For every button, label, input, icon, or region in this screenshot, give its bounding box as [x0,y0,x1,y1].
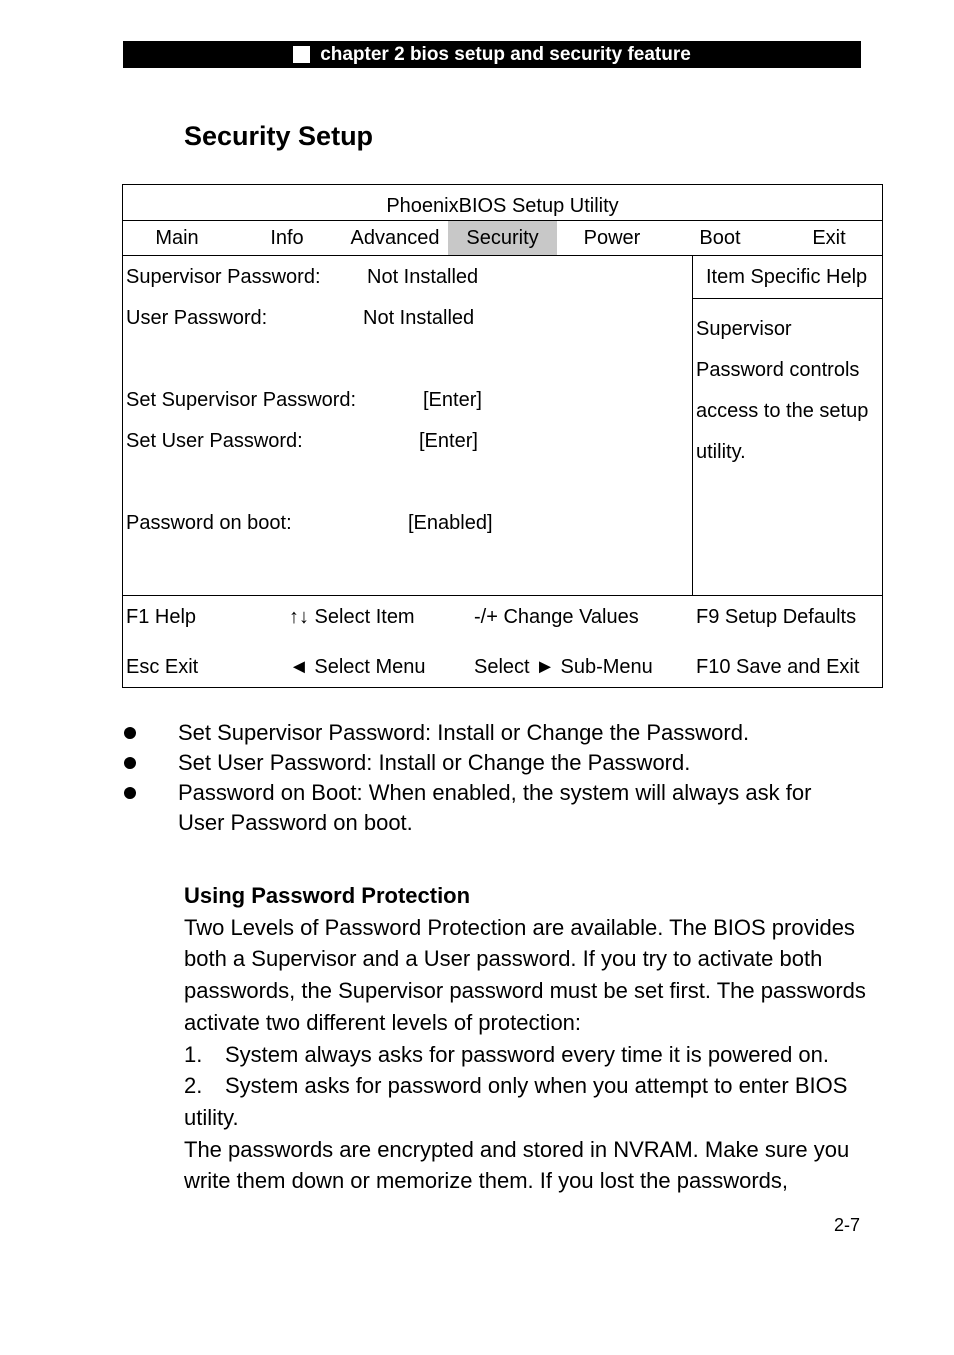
list-item [122,748,862,778]
menu-boot[interactable]: Boot [699,227,741,249]
divider [692,298,882,299]
bullet-icon [124,757,136,769]
help-line: access to the setup [696,400,869,422]
menu-advanced[interactable]: Advanced [350,227,440,249]
divider [123,595,882,596]
help-line: Supervisor [696,318,792,340]
password-on-boot-value[interactable]: [Enabled] [408,512,493,534]
item-text: System always asks for password every time it is powered on. [225,1041,830,1067]
key-select-menu: ◄ Select Menu [289,656,426,678]
square-bullet-icon [293,46,310,63]
chapter-label: chapter 2 bios setup and security feature [320,43,691,65]
bullet-icon [124,727,136,739]
list-item [122,718,862,748]
divider [123,255,882,256]
help-panel-divider [692,255,693,595]
item-number: 2. [184,1073,203,1099]
set-user-password-label[interactable]: Set User Password: [126,430,303,452]
item-number: 1. [184,1041,203,1067]
supervisor-password-value: Not Installed [367,266,479,288]
help-line: utility. [696,441,746,463]
list-item [122,778,862,838]
help-panel-text [696,309,882,473]
menu-power[interactable]: Power [583,227,641,249]
bullet-text: Set Supervisor Password: Install or Change the Password. [178,720,750,745]
set-supervisor-password-label[interactable]: Set Supervisor Password: [126,389,357,411]
menu-info[interactable]: Info [270,227,304,249]
key-change-values: -/+ Change Values [474,606,639,628]
chapter-header-bar [123,41,861,68]
bios-utility-title: PhoenixBIOS Setup Utility [386,195,619,217]
bullet-text: Set User Password: Install or Change the Password. [178,750,691,775]
bullet-icon [124,787,136,799]
key-f10-save-exit: F10 Save and Exit [696,656,860,678]
bullet-list [122,718,862,838]
set-supervisor-password-value[interactable]: [Enter] [423,389,482,411]
menu-main[interactable]: Main [155,227,199,249]
menu-security[interactable]: Security [448,221,557,255]
bios-screen [122,184,883,688]
section-heading: Using Password Protection [184,883,471,908]
user-password-value: Not Installed [363,307,475,329]
key-esc-exit: Esc Exit [126,656,199,678]
item-text: System asks for password only when you attempt to enter BIOS utility. [184,1073,848,1130]
numbered-item [184,1039,874,1071]
password-protection-section [184,880,874,1197]
supervisor-password-label: Supervisor Password: [126,266,321,288]
key-f1-help: F1 Help [126,606,197,628]
page-number: 2-7 [834,1215,861,1235]
user-password-label: User Password: [126,307,268,329]
menu-exit[interactable]: Exit [812,227,846,249]
help-panel-title: Item Specific Help [706,266,868,288]
key-sub-menu: Select ► Sub-Menu [474,656,653,678]
help-line: Password controls [696,359,860,381]
set-user-password-value[interactable]: [Enter] [419,430,478,452]
section-intro: Two Levels of Password Protection are available. The BIOS provides both a Supervisor and a User password. If you try to activate both passwords, the Supervisor password must be set first. The passwords activate two different levels of protection: [184,914,866,1035]
section-outro: The passwords are encrypted and stored in NVRAM. Make sure you write them down or memorize them. If you lost the passwords, [184,1136,850,1194]
password-on-boot-label[interactable]: Password on boot: [126,512,292,534]
key-f9-setup-defaults: F9 Setup Defaults [696,606,857,628]
bullet-text: Password on Boot: When enabled, the system will always ask for User Password on boot. [178,780,812,835]
page-title: Security Setup [184,121,374,151]
key-select-item: ↑↓ Select Item [289,606,415,628]
numbered-item [184,1070,874,1133]
